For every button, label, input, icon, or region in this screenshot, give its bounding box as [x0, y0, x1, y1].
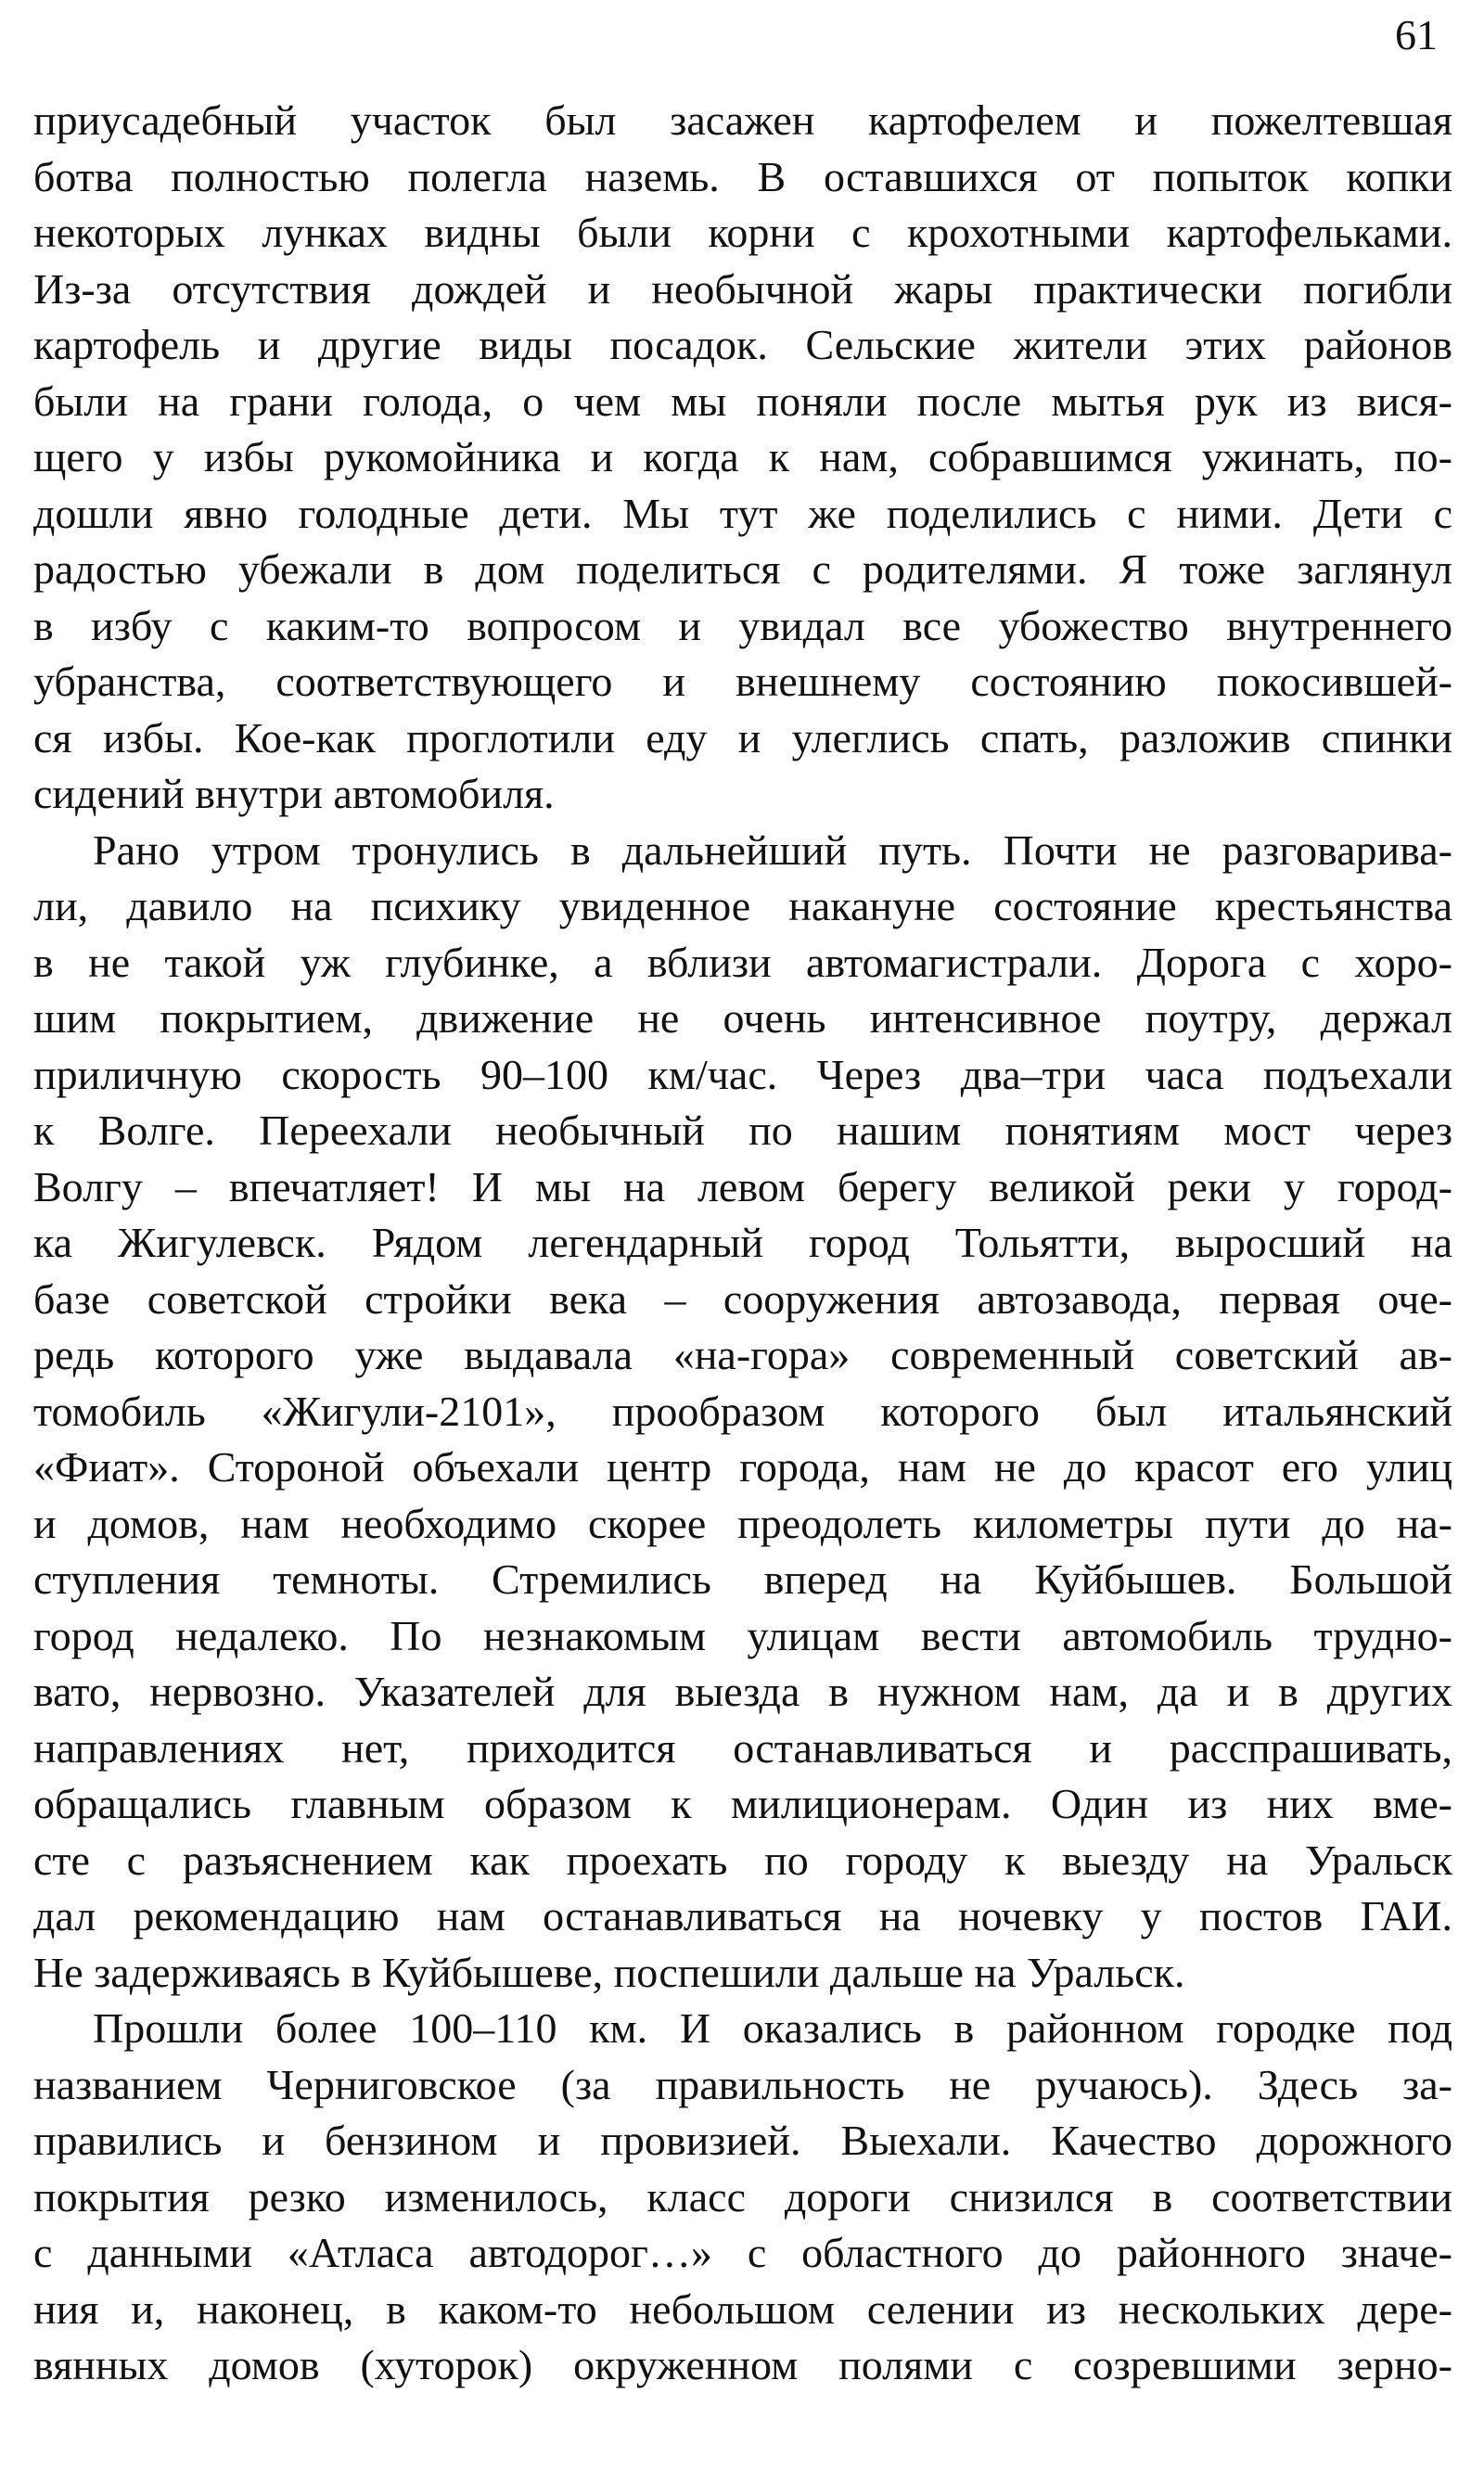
text-line: ния и, наконец, в каком-то небольшом селении из нескольких дере- [33, 2285, 1452, 2333]
page-number: 61 [1395, 11, 1438, 58]
text-line: радостью убежали в дом поделиться с родителями. Я тоже заглянул [33, 545, 1452, 593]
text-line: направлениях нет, приходится останавливаться и расспрашивать, [33, 1723, 1452, 1772]
text-line: вато, нервозно. Указателей для выезда в нужном нам, да и в других [33, 1668, 1452, 1715]
body-text [33, 93, 1452, 2394]
text-line: названием Черниговское (за правильность не ручаюсь). Здесь за- [33, 2060, 1452, 2108]
text-line: приличную скорость 90–100 км/час. Через два–три часа подъехали [33, 1050, 1452, 1098]
text-line: Прошли более 100–110 км. И оказались в районном городке под [93, 2004, 1452, 2052]
text-line: Волгу – впечатляет! И мы на левом берегу великой реки у город- [33, 1162, 1452, 1210]
paragraph [33, 823, 1452, 2002]
text-line: убранства, соответствующего и внешнему состоянию покосившей- [33, 658, 1452, 705]
text-line: и домов, нам необходимо скорее преодолеть километры пути до на- [33, 1499, 1452, 1547]
text-line: вянных домов (хуторок) окруженном полями с созревшими зерно- [33, 2341, 1452, 2388]
text-line: в не такой уж глубинке, а вблизи автомагистрали. Дорога с хоро- [33, 938, 1452, 986]
paragraph [33, 2001, 1452, 2394]
text-line: сидений внутри автомобиля. [33, 770, 555, 817]
text-line: «Фиат». Стороной объехали центр города, нам не до красот его улиц [33, 1443, 1452, 1491]
text-line: с данными «Атласа автодорог…» с областного до районного значе- [33, 2229, 1452, 2276]
text-line: Рано утром тронулись в дальнейший путь. Почти не разговарива- [93, 826, 1452, 874]
text-line: Из-за отсутствия дождей и необычной жары практически погибли [33, 264, 1452, 313]
text-line: ли, давило на психику увиденное накануне состояние крестьянства [33, 882, 1452, 929]
text-line: дал рекомендацию нам останавливаться на ночевку у постов ГАИ. [33, 1892, 1452, 1939]
text-line: базе советской стройки века – сооружения автозавода, первая оче- [33, 1274, 1452, 1323]
text-line: шим покрытием, движение не очень интенсивное поутру, держал [33, 994, 1452, 1042]
text-line: приусадебный участок был засажен картофелем и пожелтевшая [33, 96, 1452, 144]
text-line: к Волге. Переехали необычный по нашим понятиям мост через [33, 1107, 1452, 1154]
text-line: картофель и другие виды посадок. Сельские жители этих районов [33, 321, 1452, 368]
text-line: были на грани голода, о чем мы поняли после мытья рук из вися- [33, 377, 1452, 425]
text-line: ся избы. Кое-как проглотили еду и улеглись спать, разложив спинки [33, 713, 1452, 762]
text-line: томобиль «Жигули-2101», прообразом которого был итальянский [33, 1387, 1452, 1435]
text-line: город недалеко. По незнакомым улицам вести автомобиль трудно- [33, 1611, 1452, 1659]
text-line: ступления темноты. Стремились вперед на Куйбышев. Большой [33, 1555, 1452, 1603]
text-line: некоторых лунках видны были корни с крохотными картофельками. [33, 209, 1452, 256]
text-line: щего у избы рукомойника и когда к нам, собравшимся ужинать, по- [33, 433, 1452, 480]
paragraph [33, 93, 1452, 823]
text-line: правились и бензином и провизией. Выехали. Качество дорожного [33, 2117, 1452, 2164]
text-line: ка Жигулевск. Рядом легендарный город Тольятти, выросший на [33, 1219, 1452, 1266]
text-line: обращались главным образом к милиционерам. Один из них вме- [33, 1780, 1452, 1827]
text-line: сте с разъяснением как проехать по городу к выезду на Уральск [33, 1836, 1452, 1884]
text-line: в избу с каким-то вопросом и увидал все убожество внутреннего [33, 601, 1452, 649]
text-line: Не задерживаясь в Куйбышеве, поспешили дальше на Уральск. [33, 1948, 1185, 1996]
text-line: дошли явно голодные дети. Мы тут же поделились с ними. Дети с [33, 489, 1452, 537]
text-line: ботва полностью полегла наземь. В оставшихся от попыток копки [33, 152, 1452, 200]
text-line: редь которого уже выдавала «на-гора» современный советский ав- [33, 1331, 1452, 1378]
text-line: покрытия резко изменилось, класс дороги снизился в соответствии [33, 2172, 1452, 2221]
